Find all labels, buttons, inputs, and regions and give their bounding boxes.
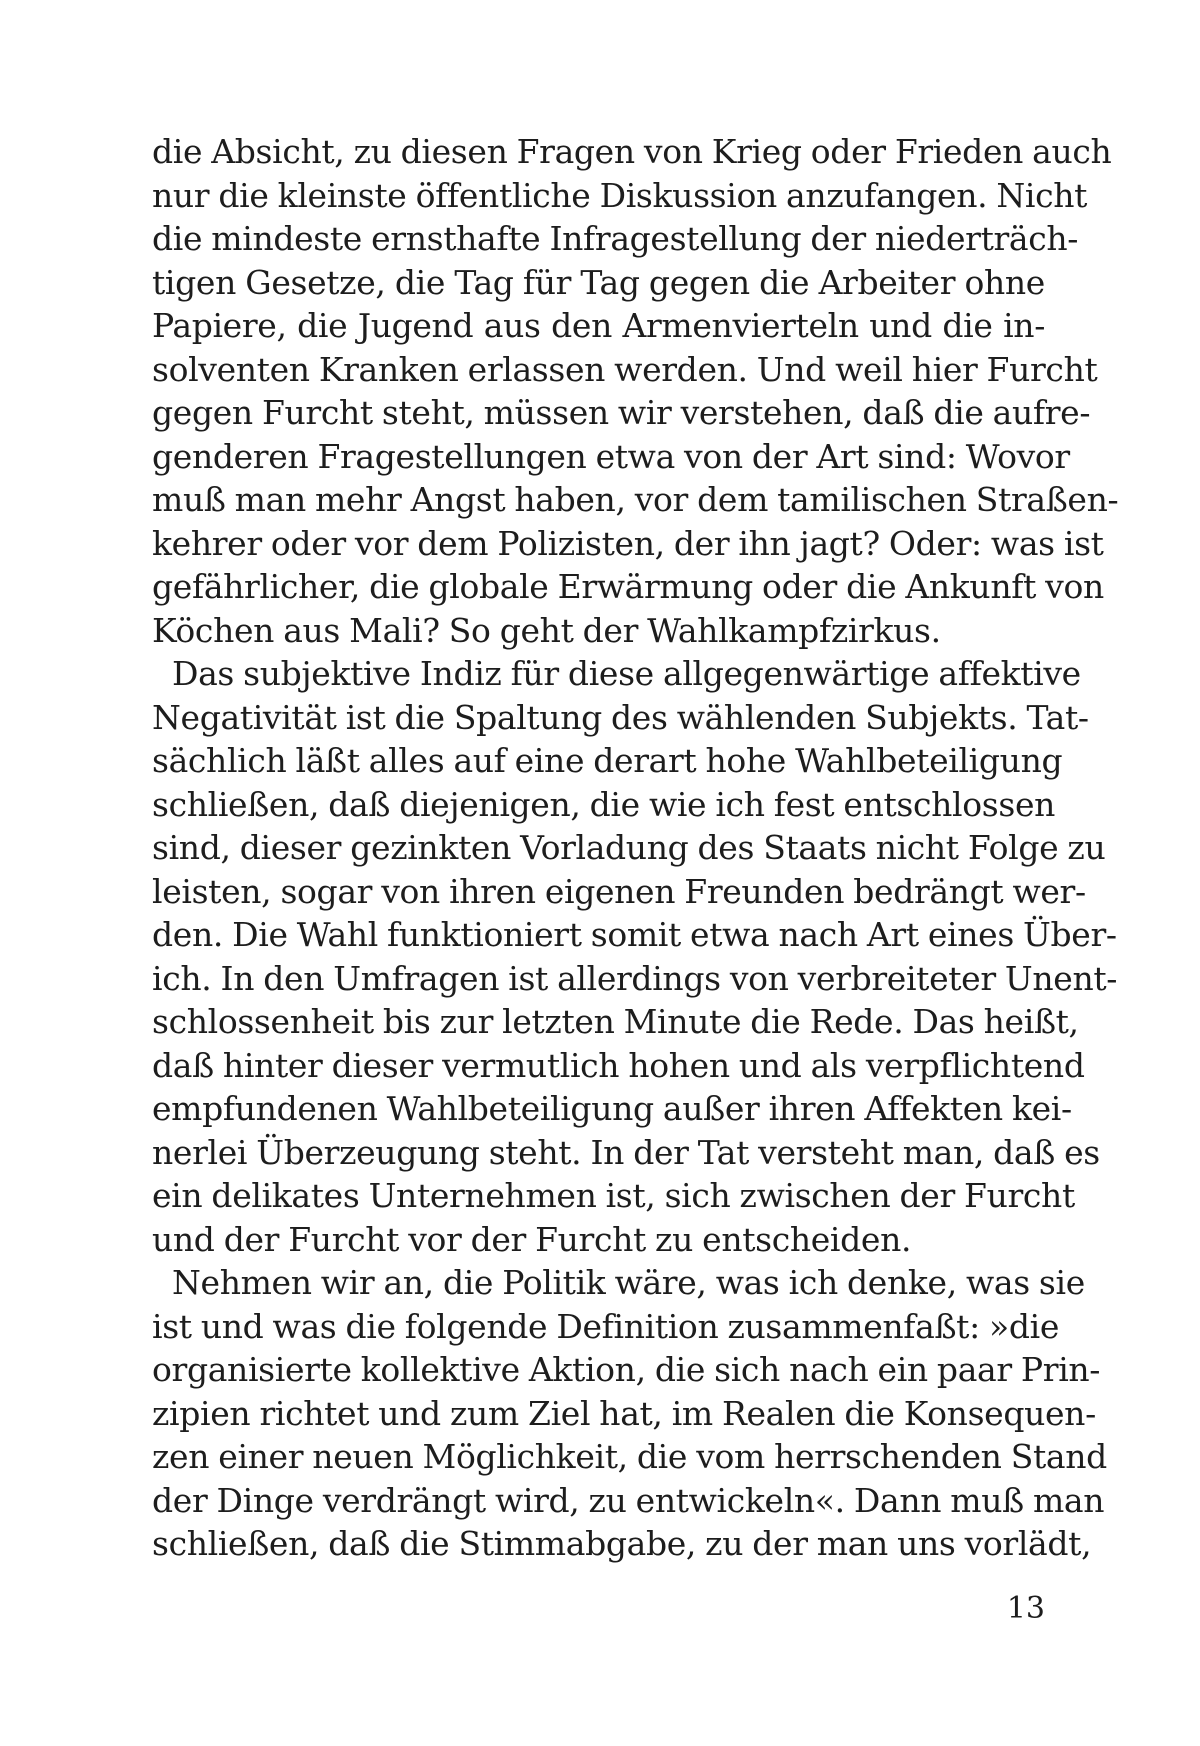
text-line: Papiere, die Jugend aus den Armenvierteln und die in- [152, 306, 1045, 345]
text-line: leisten, sogar von ihren eigenen Freunden bedrängt wer- [152, 871, 1086, 911]
text-line: sind, dieser gezinkten Vorladung des Staats nicht Folge zu [152, 828, 1106, 867]
text-line: Nehmen wir an, die Politik wäre, was ich denke, was sie [172, 1263, 1085, 1302]
text-line: ich. In den Umfragen ist allerdings von verbreiteter Unent- [152, 958, 1118, 998]
body-text [152, 130, 1119, 1566]
text-line: und der Furcht vor der Furcht zu entscheiden. [152, 1219, 912, 1259]
text-line: Negativität ist die Spaltung des wählenden Subjekts. Tat- [152, 697, 1089, 737]
text-line: ein delikates Unternehmen ist, sich zwischen der Furcht [152, 1176, 1075, 1215]
text-line: schließen, daß die Stimmabgabe, zu der man uns vorlädt, [152, 1524, 1092, 1563]
text-line: tigen Gesetze, die Tag für Tag gegen die Arbeiter ohne [152, 262, 1045, 302]
paragraph [152, 130, 1119, 652]
text-line: empfundenen Wahlbeteiligung außer ihren Affekten kei- [152, 1089, 1072, 1128]
text-line: der Dinge verdrängt wird, zu entwickeln«. Dann muß man [152, 1480, 1105, 1520]
text-line: sächlich läßt alles auf eine derart hohe Wahlbeteiligung [152, 741, 1063, 780]
text-line: Köchen aus Mali? So geht der Wahlkampfzirkus. [152, 610, 941, 650]
text-line: schließen, daß diejenigen, die wie ich fest entschlossen [152, 784, 1056, 824]
text-line: nur die kleinste öffentliche Diskussion anzufangen. Nicht [152, 175, 1088, 215]
text-line: zipien richtet und zum Ziel hat, im Realen die Konsequen- [152, 1393, 1096, 1433]
text-line: ist und was die folgende Definition zusammenfaßt: »die [152, 1306, 1059, 1346]
text-line: gegen Furcht steht, müssen wir verstehen, daß die aufre- [152, 393, 1091, 432]
text-line: den. Die Wahl funktioniert somit etwa nach Art eines Über- [152, 915, 1117, 954]
text-line: nerlei Überzeugung steht. In der Tat versteht man, daß es [152, 1132, 1100, 1172]
text-line: solventen Kranken erlassen werden. Und weil hier Furcht [152, 349, 1098, 389]
text-line: daß hinter dieser vermutlich hohen und als verpflichtend [152, 1045, 1085, 1085]
text-line: die mindeste ernsthafte Infragestellung der niederträch- [152, 219, 1079, 258]
text-line: muß man mehr Angst haben, vor dem tamilischen Straßen- [152, 480, 1119, 519]
paragraph [152, 1261, 1107, 1566]
text-line: die Absicht, zu diesen Fragen von Krieg oder Frieden auch [152, 132, 1112, 171]
text-line: organisierte kollektive Aktion, die sich nach ein paar Prin- [152, 1350, 1101, 1389]
text-line: gefährlicher, die globale Erwärmung oder die Ankunft von [152, 567, 1104, 606]
page-number: 13 [1006, 1591, 1045, 1626]
text-line: Das subjektive Indiz für diese allgegenwärtige affektive [172, 654, 1081, 693]
text-line: genderen Fragestellungen etwa von der Art sind: Wovor [152, 436, 1070, 476]
text-line: zen einer neuen Möglichkeit, die vom herrschenden Stand [152, 1437, 1107, 1476]
paragraph [152, 652, 1118, 1261]
text-line: kehrer oder vor dem Polizisten, der ihn jagt? Oder: was ist [152, 523, 1104, 563]
text-line: schlossenheit bis zur letzten Minute die Rede. Das heißt, [152, 1002, 1079, 1041]
